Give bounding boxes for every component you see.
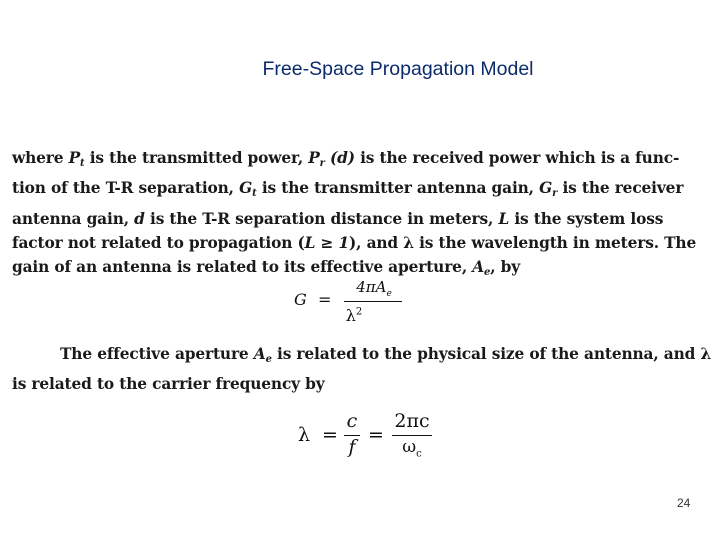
eq1-numerator: $4\pi A_e$	[356, 278, 392, 299]
symbol-pt: $P_t$	[68, 149, 85, 169]
eq2-denominator-omega: $\omega_c$	[402, 437, 422, 460]
eq2-equals-2: =	[368, 424, 384, 446]
para1-text-9: , by	[490, 258, 521, 277]
symbol-l: L	[498, 209, 510, 228]
para1-text-6: is the T-R separation distance in meters,	[150, 209, 499, 228]
para1-text-1: where	[12, 149, 69, 167]
eq2-denominator-f: f	[348, 436, 356, 458]
symbol-ae: $A_e$	[472, 258, 491, 279]
para1-text-7: is the system loss factor not related to propagation (	[12, 209, 664, 252]
equation-wavelength	[298, 410, 448, 466]
para1-text-3: is the received power which is a func-tion of the T-R separation,	[12, 149, 680, 198]
eq1-fraction-bar	[344, 301, 402, 302]
paragraph-aperture	[12, 342, 712, 397]
eq2-fraction-bar-2	[392, 435, 432, 436]
para1-text-8: ), and λ is the wavelength in meters. The gain of an antenna is related to its effective aperture,	[12, 233, 697, 277]
para1-text-4: is the transmitter antenna gain,	[261, 179, 540, 198]
para2-text-1: The effective aperture	[60, 345, 254, 363]
paragraph-definitions	[12, 146, 712, 285]
symbol-gt: $G_t$	[239, 179, 257, 200]
symbol-ae-2: $A_e$	[253, 345, 272, 365]
slide-title: Free-Space Propagation Model	[262, 58, 534, 80]
eq2-numerator-2pic: 2πc	[394, 410, 430, 432]
eq1-lhs: G	[294, 290, 307, 309]
page-number: 24	[677, 496, 691, 510]
eq1-denominator: $\lambda^2$	[345, 306, 363, 325]
symbol-d: d	[134, 209, 145, 228]
eq1-equals: =	[318, 290, 332, 309]
eq2-lhs: λ	[298, 424, 311, 446]
para1-text-2: is the transmitted power,	[89, 149, 309, 167]
para1-text-5: is the receiver antenna gain,	[12, 179, 684, 228]
symbol-pr-d: $P_r$ (d)	[308, 149, 355, 169]
equation-antenna-gain	[294, 280, 404, 332]
symbol-l-ge-1: L ≥ 1	[304, 233, 350, 252]
eq2-numerator-c: c	[346, 410, 358, 432]
para2-text-2: is related to the physical size of the antenna, and λ is related to the carrier frequency by	[12, 345, 712, 394]
eq2-equals-1: =	[322, 424, 338, 446]
symbol-gr: $G_r$	[539, 179, 558, 200]
